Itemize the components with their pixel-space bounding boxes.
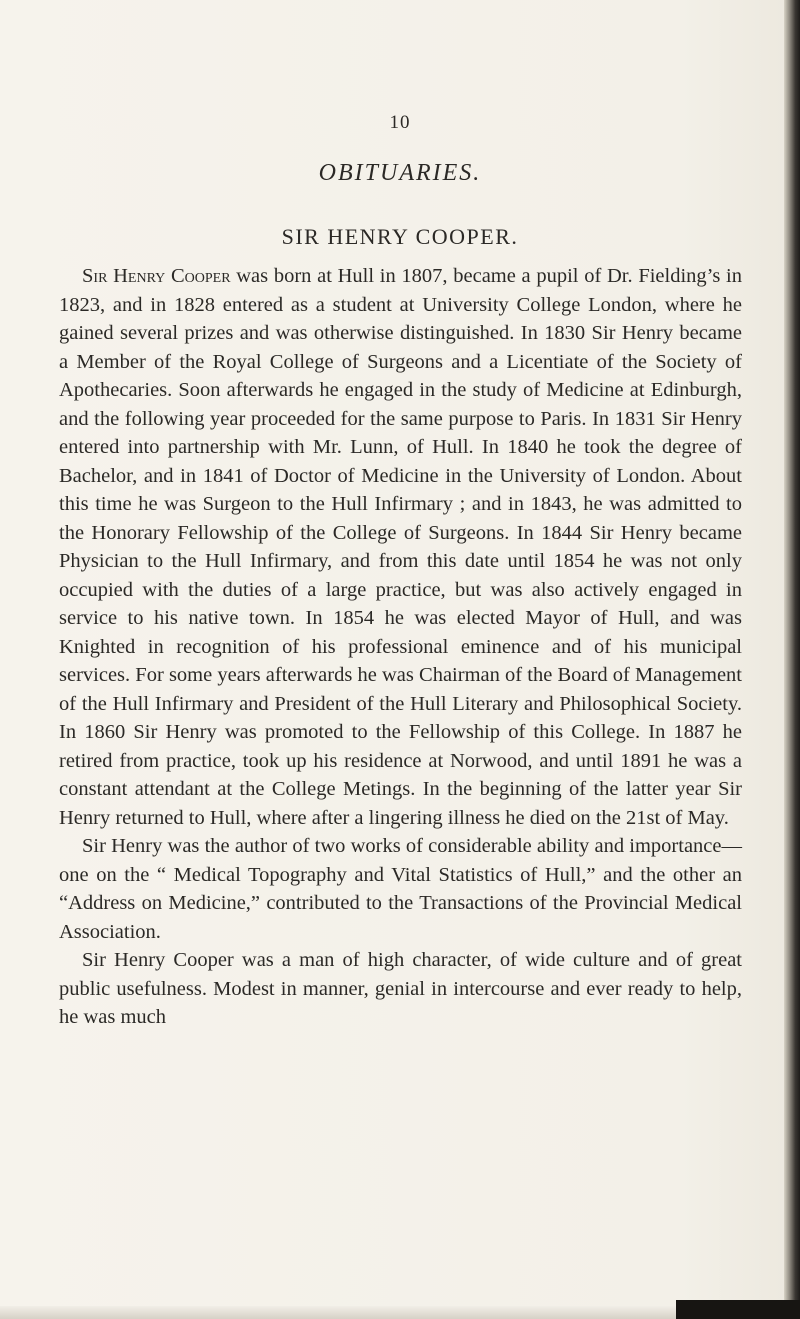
obituary-body <box>59 262 742 1032</box>
bottom-edge-shadow <box>0 1306 676 1319</box>
bottom-dark-strip <box>676 1300 800 1319</box>
paragraph-2 <box>59 832 742 946</box>
section-title: OBITUARIES. <box>318 160 482 186</box>
paragraph-1 <box>59 262 742 832</box>
article-title: SIR HENRY COOPER. <box>281 224 519 249</box>
paragraph-text: Sir Henry Cooper was a man of high character, of wide culture and of great public usefulness. Modest in manner, genial in intercourse and ever ready to help, he was much <box>59 949 742 1028</box>
paragraph-text: Sir Henry was the author of two works of considerable ability and importance—one on the “ Medical Topography and Vital Statistics of Hull,” and the other an “Address on Medicine,” contributed to the Transactions of the Provincial Medical Association. <box>59 835 742 943</box>
binding-edge-shadow <box>784 0 800 1319</box>
page-number: 10 <box>389 112 411 133</box>
paragraph-lead-name: Sir Henry Cooper <box>82 265 231 287</box>
paragraph-3 <box>59 946 742 1032</box>
paragraph-text: was born at Hull in 1807, became a pupil of Dr. Fielding’s in 1823, and in 1828 entered as a student at University College London, where he gained several prizes and was otherwise distinguished. In 1830 Sir Henry became a Member of the Royal College of Surgeons and a Licentiate of the Society of Apothecaries. Soon afterwards he engaged in the study of Medicine at Edinburgh, and the following year proceeded for the same purpose to Paris. In 1831 Sir Henry entered into partnership with Mr. Lunn, of Hull. In 1840 he took the degree of Bachelor, and in 1841 of Doctor of Medicine in the University of London. About this time he was Surgeon to the Hull Infirmary ; and in 1843, he was admitted to the Honorary Fellowship of the College of Surgeons. In 1844 Sir Henry became Physician to the Hull Infirmary, and from this date until 1854 he was not only occupied with the duties of a large practice, but was also actively engaged in service to his native town. In 1854 he was elected Mayor of Hull, and was Knighted in recognition of his professional eminence and of his municipal services. For some years afterwards he was Chairman of the Board of Management of the Hull Infirmary and President of the Hull Literary and Philosophical Society. In 1860 Sir Henry was promoted to the Fellowship of this College. In 1887 he retired from practice, took up his residence at Norwood, and until 1891 he was a constant attendant at the College Metings. In the beginning of the latter year Sir Henry returned to Hull, where after a lingering illness he died on the 21st of May. <box>59 265 742 829</box>
